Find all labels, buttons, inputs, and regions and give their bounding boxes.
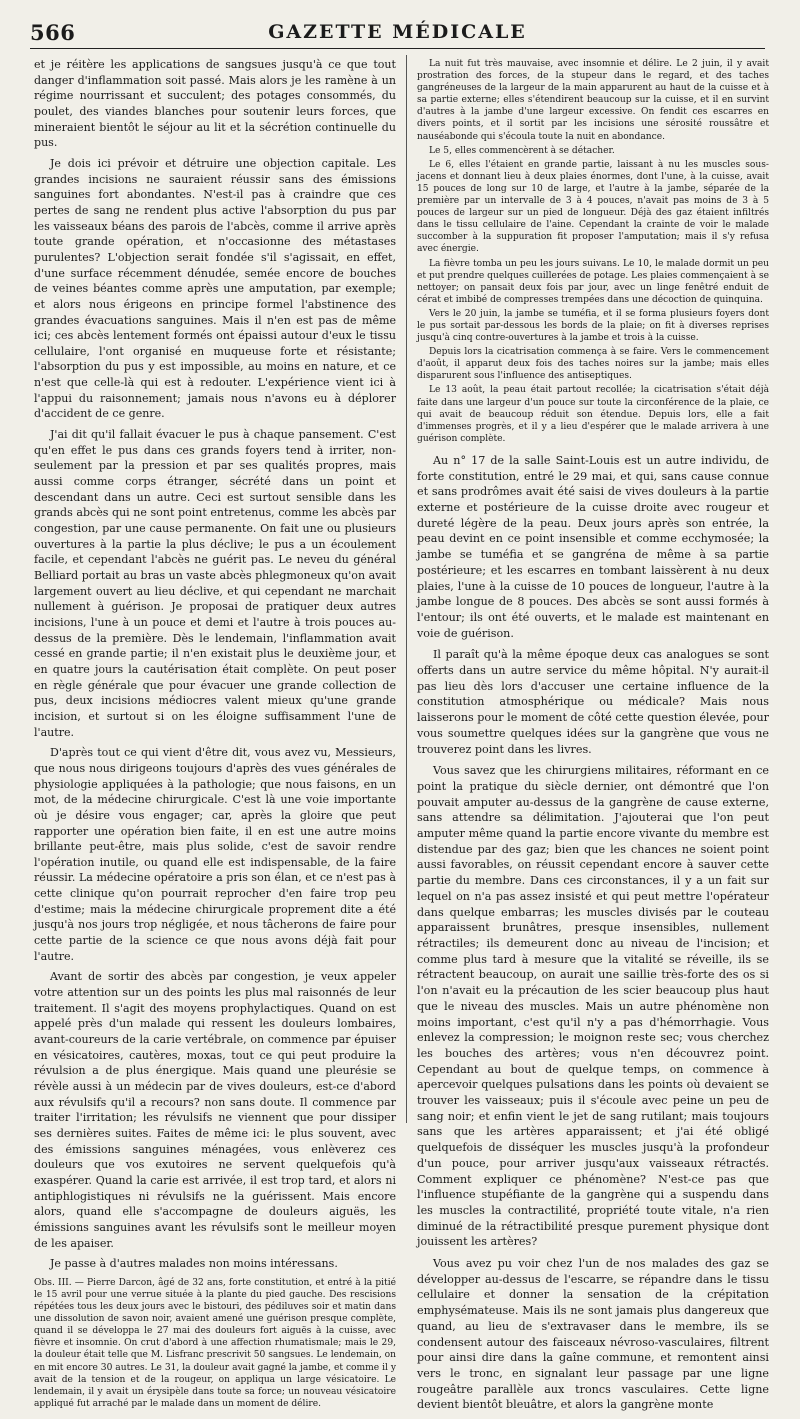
body-paragraph: Avant de sortir des abcès par congestion, je veux appeler votre attention sur un des points les plus mal raisonnés de leur traitement. Il s'agit des moyens prophylactiques. Quand on est appelé près d'un malade qui ressent les douleurs lombaires, avant-coureurs de la carie vertébrale, on commence par épuiser en vésicatoires, cautères, moxas, tout ce qui peut produire la révulsion a de plus énergique. Mais quand une pleurésie se révèle aussi à un médecin par de vives douleurs, est-ce d'abord aux révulsifs qu'il a recours? non sans doute. Il commence par traiter l'irritation; les révulsifs ne viennent que pour dissiper ses dernières suites. Faites de même ici: le plus souvent, avec des émissions sanguines ménagées, vous enlèverez ces douleurs que vos exutoires ne servent quelquefois qu'à exaspérer. Quand la carie est arrivée, il est trop tard, et alors ni antiphlogistiques ni révulsifs ne la guérissent. Mais encore alors, quand elle s'accompagne de douleurs aiguës, les émissions sanguines avant les révulsifs sont le meilleur moyen de les apaiser. <box>34 970 396 1250</box>
body-paragraph: J'ai dit qu'il fallait évacuer le pus à chaque pansement. C'est qu'en effet le pus dans ces grands foyers tend à irriter, non-seulement par la pression et par ses qualités propres, mais aussi comme corps étranger, sécrété dans un point et descendant dans un autre. Ceci est surtout sensible dans les grands abcès qui ne sont point entretenus, comme les abcès par congestion, par une cause permanente. On fait une ou plusieurs ouvertures à la partie la plus déclive; le pus a un écoulement facile, et cependant l'abcès ne guérit pas. Le neveu du général Belliard portait au bras un vaste abcès phlegmoneux qu'on avait largement ouvert au lieu déclive, et qui cependant ne marchait nullement à guérison. Je proposai de pratiquer deux autres incisions, l'une à un pouce et demi et l'autre à trois pouces au-dessus de la première. Dès le lendemain, l'inflammation avait cessé en grande partie; il n'en existait plus le deuxième jour, et en quatre jours la cautérisation était complète. On peut poser en règle générale que pour évacuer une grande collection de pus, deux incisions médiocres valent mieux qu'une grande incision, et surtout si on les éloigne suffisamment l'une de l'autre. <box>34 428 396 739</box>
case-note: Depuis lors la cicatrisation commença à se faire. Vers le commencement d'août, il apparut deux fois des taches noires sur la jambe; mais elles disparurent sous l'influence des antiseptiques. <box>417 347 769 382</box>
case-note: Le 13 août, la peau était partout recollée; la cicatrisation s'était déjà faite dans une largeur d'un pouce sur toute la circonférence de la plaie, ce qui avait de beaucoup réduit son étendue. Depuis lors, elle a fait d'immenses progrès, et il y a lieu d'espérer que le malade arrivera à une guérison complète. <box>417 385 769 444</box>
column-divider <box>406 55 407 1123</box>
body-paragraph: D'après tout ce qui vient d'être dit, vous avez vu, Messieurs, que nous nous dirigeons toujours d'après des vues générales de physiologie appliquées à la pathologie; que nous faisons, en un mot, de la médecine chirurgicale. C'est là une voie importante où je désire vous engager; car, après la gloire que peut rapporter une opération bien faite, il en est une autre moins brillante peut-être, mais plus solide, c'est de savoir rendre l'opération inutile, ou quand elle est indispensable, de la faire réussir. La médecine opératoire a pris son élan, et ce n'est pas à cette clinique qu'on pourrait reprocher d'en faire trop peu d'estime; mais la médecine chirurgicale proprement dite a été jusqu'à nos jours trop négligée, et nous tâcherons de faire pour cette partie de la science ce que nous avons déjà fait pour l'autre. <box>34 746 396 963</box>
left-column <box>34 57 396 1412</box>
case-note: La nuit fut très mauvaise, avec insomnie et délire. Le 2 juin, il y avait prostration des forces, de la stupeur dans le regard, et des taches gangréneuses de la largeur de la main apparurent au haut de la cuisse et à sa partie externe; elles s'étendirent beaucoup sur la cuisse, et il en survint d'autres à la jambe d'une largeur excessive. On fendit ces escarres en divers points, et il sortit par les incisions une sérosité roussâtre et nauséabonde qui s'écoula toute la nuit en abondance. <box>417 59 769 142</box>
page-number: 566 <box>30 20 76 45</box>
journal-title: GAZETTE MÉDICALE <box>268 21 527 43</box>
body-paragraph: Je passe à d'autres malades non moins intéressans. <box>50 1257 338 1271</box>
observation-note: Obs. III. — Pierre Darcon, âgé de 32 ans, forte constitution, et entré à la pitié le 15 avril pour une verrue située à la plante du pied gauche. Des rescisions répétées tous les deux jours avec le bistouri, des pédiluves soir et matin dans une dissolution de savon noir, avaient amené une guérison presque complète, quand il se développa le 27 mai des douleurs fort aiguës à la cuisse, avec fièvre et insomnie. On crut d'abord à une affection rhumatismale; mais le 29, la douleur était telle que M. Lisfranc prescrivit 50 sangsues. Le lendemain, on en mit encore 30 autres. Le 31, la douleur avait gagné la jambe, et comme il y avait de la tension et de la rougeur, on appliqua un large vésicatoire. Le lendemain, il y avait un érysipèle dans toute sa force; un nouveau vésicatoire appliqué fut arraché par le malade dans un moment de délire. <box>34 1277 396 1409</box>
body-paragraph: Au n° 17 de la salle Saint-Louis est un autre individu, de forte constitution, entré le 29 mai, et qui, sans cause connue et sans prodrômes avait été saisi de vives douleurs à la partie externe et postérieure de la cuisse droite avec rougeur et dureté légère de la peau. Deux jours après son entrée, la peau devint en ce point insensible et comme ecchymosée; la jambe se tuméfia et se gangréna de même à sa partie postérieure; et les escarres en tombant laissèrent à nu deux plaies, l'une à la cuisse de 10 pouces de longueur, l'autre à la jambe longue de 8 pouces. Des abcès se sont aussi formés à l'entour; ils ont été ouverts, et le malade est maintenant en voie de guérison. <box>417 453 769 640</box>
case-note: Le 6, elles l'étaient en grande partie, laissant à nu les muscles sous-jacens et donnant lieu à deux plaies énormes, dont l'une, à la cuisse, avait 15 pouces de long sur 10 de large, et l'autre à la jambe, séparée de la première par un intervalle de 3 à 4 pouces, n'avait pas moins de 3 à 5 pouces de largeur sur un pied de longueur. Déjà des gaz étaient infiltrés dans le tissu cellulaire de l'aine. Cependant la crainte de voir le malade succomber à la suppuration fit proposer l'amputation; mais il s'y refusa avec énergie. <box>417 159 769 255</box>
body-paragraph: Je dois ici prévoir et détruire une objection capitale. Les grandes incisions ne sauraient réussir sans des émissions sanguines fort abondantes. N'est-il pas à craindre que ces pertes de sang ne rendent plus active l'absorption du pus par les vaisseaux béans des parois de l'abcès, comme il arrive après toute grande opération, et n'occasionne des métastases purulentes? L'objection serait fondée s'il s'agissait, en effet, d'une surface récemment dénudée, semée encore de bouches de veines béantes comme après une amputation, par exemple; et alors nous érigeons en principe formel l'abstinence des grandes évacuations sanguines. Mais il n'en est pas de même ici; ces abcès lentement formés ont épaissi autour d'eux le tissu cellulaire, l'ont organisé en muqueuse forte et résistante; l'absorption du pus y est impossible, au moins en nature, et ce n'est que celle-là qui est à redouter. L'expérience vient ici à l'appui du raisonnement; jamais nous n'avons eu à déplorer d'accident de ce genre. <box>34 156 396 421</box>
body-paragraph: et je réitère les applications de sangsues jusqu'à ce que tout danger d'inflammation soit passé. Mais alors je les ramène à un régime nourrissant et succulent; des potages consommés, du poulet, des viandes blanches pour soutenir leurs forces, que mineraient bientôt le séjour au lit et la sécrétion continuelle du pus. <box>34 58 396 150</box>
body-paragraph: Il paraît qu'à la même époque deux cas analogues se sont offerts dans un autre service du même hôpital. N'y aurait-il pas lieu dès lors d'accuser une certaine influence de la constitution atmosphérique ou médicale? Mais nous laisserons pour le moment de côté cette question élevée, pour vous soumettre quelques idées sur la gangrène que vous ne trouverez point dans les livres. <box>417 648 769 756</box>
case-note: Vers le 20 juin, la jambe se tuméfia, et il se forma plusieurs foyers dont le pus sortait par-dessous les bords de la plaie; on fit à diverses reprises jusqu'à cinq contre-ouvertures à la jambe et trois à la cuisse. <box>417 308 769 344</box>
body-paragraph: Vous savez que les chirurgiens militaires, réformant en ce point la pratique du siècle dernier, ont démontré que l'on pouvait amputer au-dessus de la gangrène de cause externe, sans attendre sa délimitation. J'ajouterai que l'on peut amputer même quand la partie encore vivante du membre est distendue par des gaz; bien que les chances ne soient point aussi favorables, on réussit cependant encore à sauver cette partie du membre. Dans ces circonstances, il y a un fait sur lequel on n'a pas assez insisté et qui peut mettre l'opérateur dans quelque embarras; les muscles divisés par le couteau apparaissent brunâtres, presque insensibles, nullement rétractiles; ils demeurent donc au niveau de l'incision; et comme plus tard à mesure que la vitalité se réveille, ils se rétractent beaucoup, on aurait une saillie très-forte des os si l'on n'avait eu la précaution de les scier beaucoup plus haut que le niveau des muscles. Mais un autre phénomène non moins important, c'est qu'il n'y a pas d'hémorrhagie. Vous enlevez la compression; le moignon reste sec; vous cherchez les bouches des artères; vous n'en découvrez point. Cependant au bout de quelque temps, on commence à apercevoir quelques pulsations dans les points où devaient se trouver les vaisseaux; puis il s'écoule avec peine un peu de sang noir; et enfin vient le jet de sang rutilant; mais toujours sans que les artères apparaissent; et j'ai été obligé quelquefois de disséquer les muscles jusqu'à la profondeur d'un pouce, pour arriver jusqu'aux vaisseaux rétractés. Comment expliquer ce phénomène? N'est-ce pas que l'influence stupéfiante de la gangrène qui a suspendu dans les muscles la contractilité, propriété toute vitale, n'a rien diminué de la rétractibilité presque purement physique dont jouissent les artères? <box>417 764 769 1249</box>
page-header <box>30 18 765 49</box>
body-paragraph: Vous avez pu voir chez l'un de nos malades des gaz se développer au-dessus de l'escarre, se répandre dans le tissu cellulaire et donner la sensation de la crépitation emphysémateuse. Mais ils ne sont jamais plus dangereux que quand, au lieu de s'extravaser dans le membre, ils se condensent autour des faisceaux névroso-vasculaires, filtrent pour ainsi dire dans la gaîne commune, et remontent ainsi vers le tronc, en signalant leur passage par une ligne rougeâtre parallèle aux troncs vasculaires. Cette ligne devient bientôt bleuâtre, et alors la gangrène monte <box>417 1257 769 1412</box>
right-column <box>417 58 769 1419</box>
case-note: Le 5, elles commencèrent à se détacher. <box>429 145 615 156</box>
case-note: La fièvre tomba un peu les jours suivans. Le 10, le malade dormit un peu et put prendre quelques cuillerées de potage. Les plaies commençaient à se nettoyer; on pansait deux fois par jour, avec un linge fenêtré enduit de cérat et imbibé de compresses trempées dans une décoction de quinquina. <box>417 258 769 305</box>
